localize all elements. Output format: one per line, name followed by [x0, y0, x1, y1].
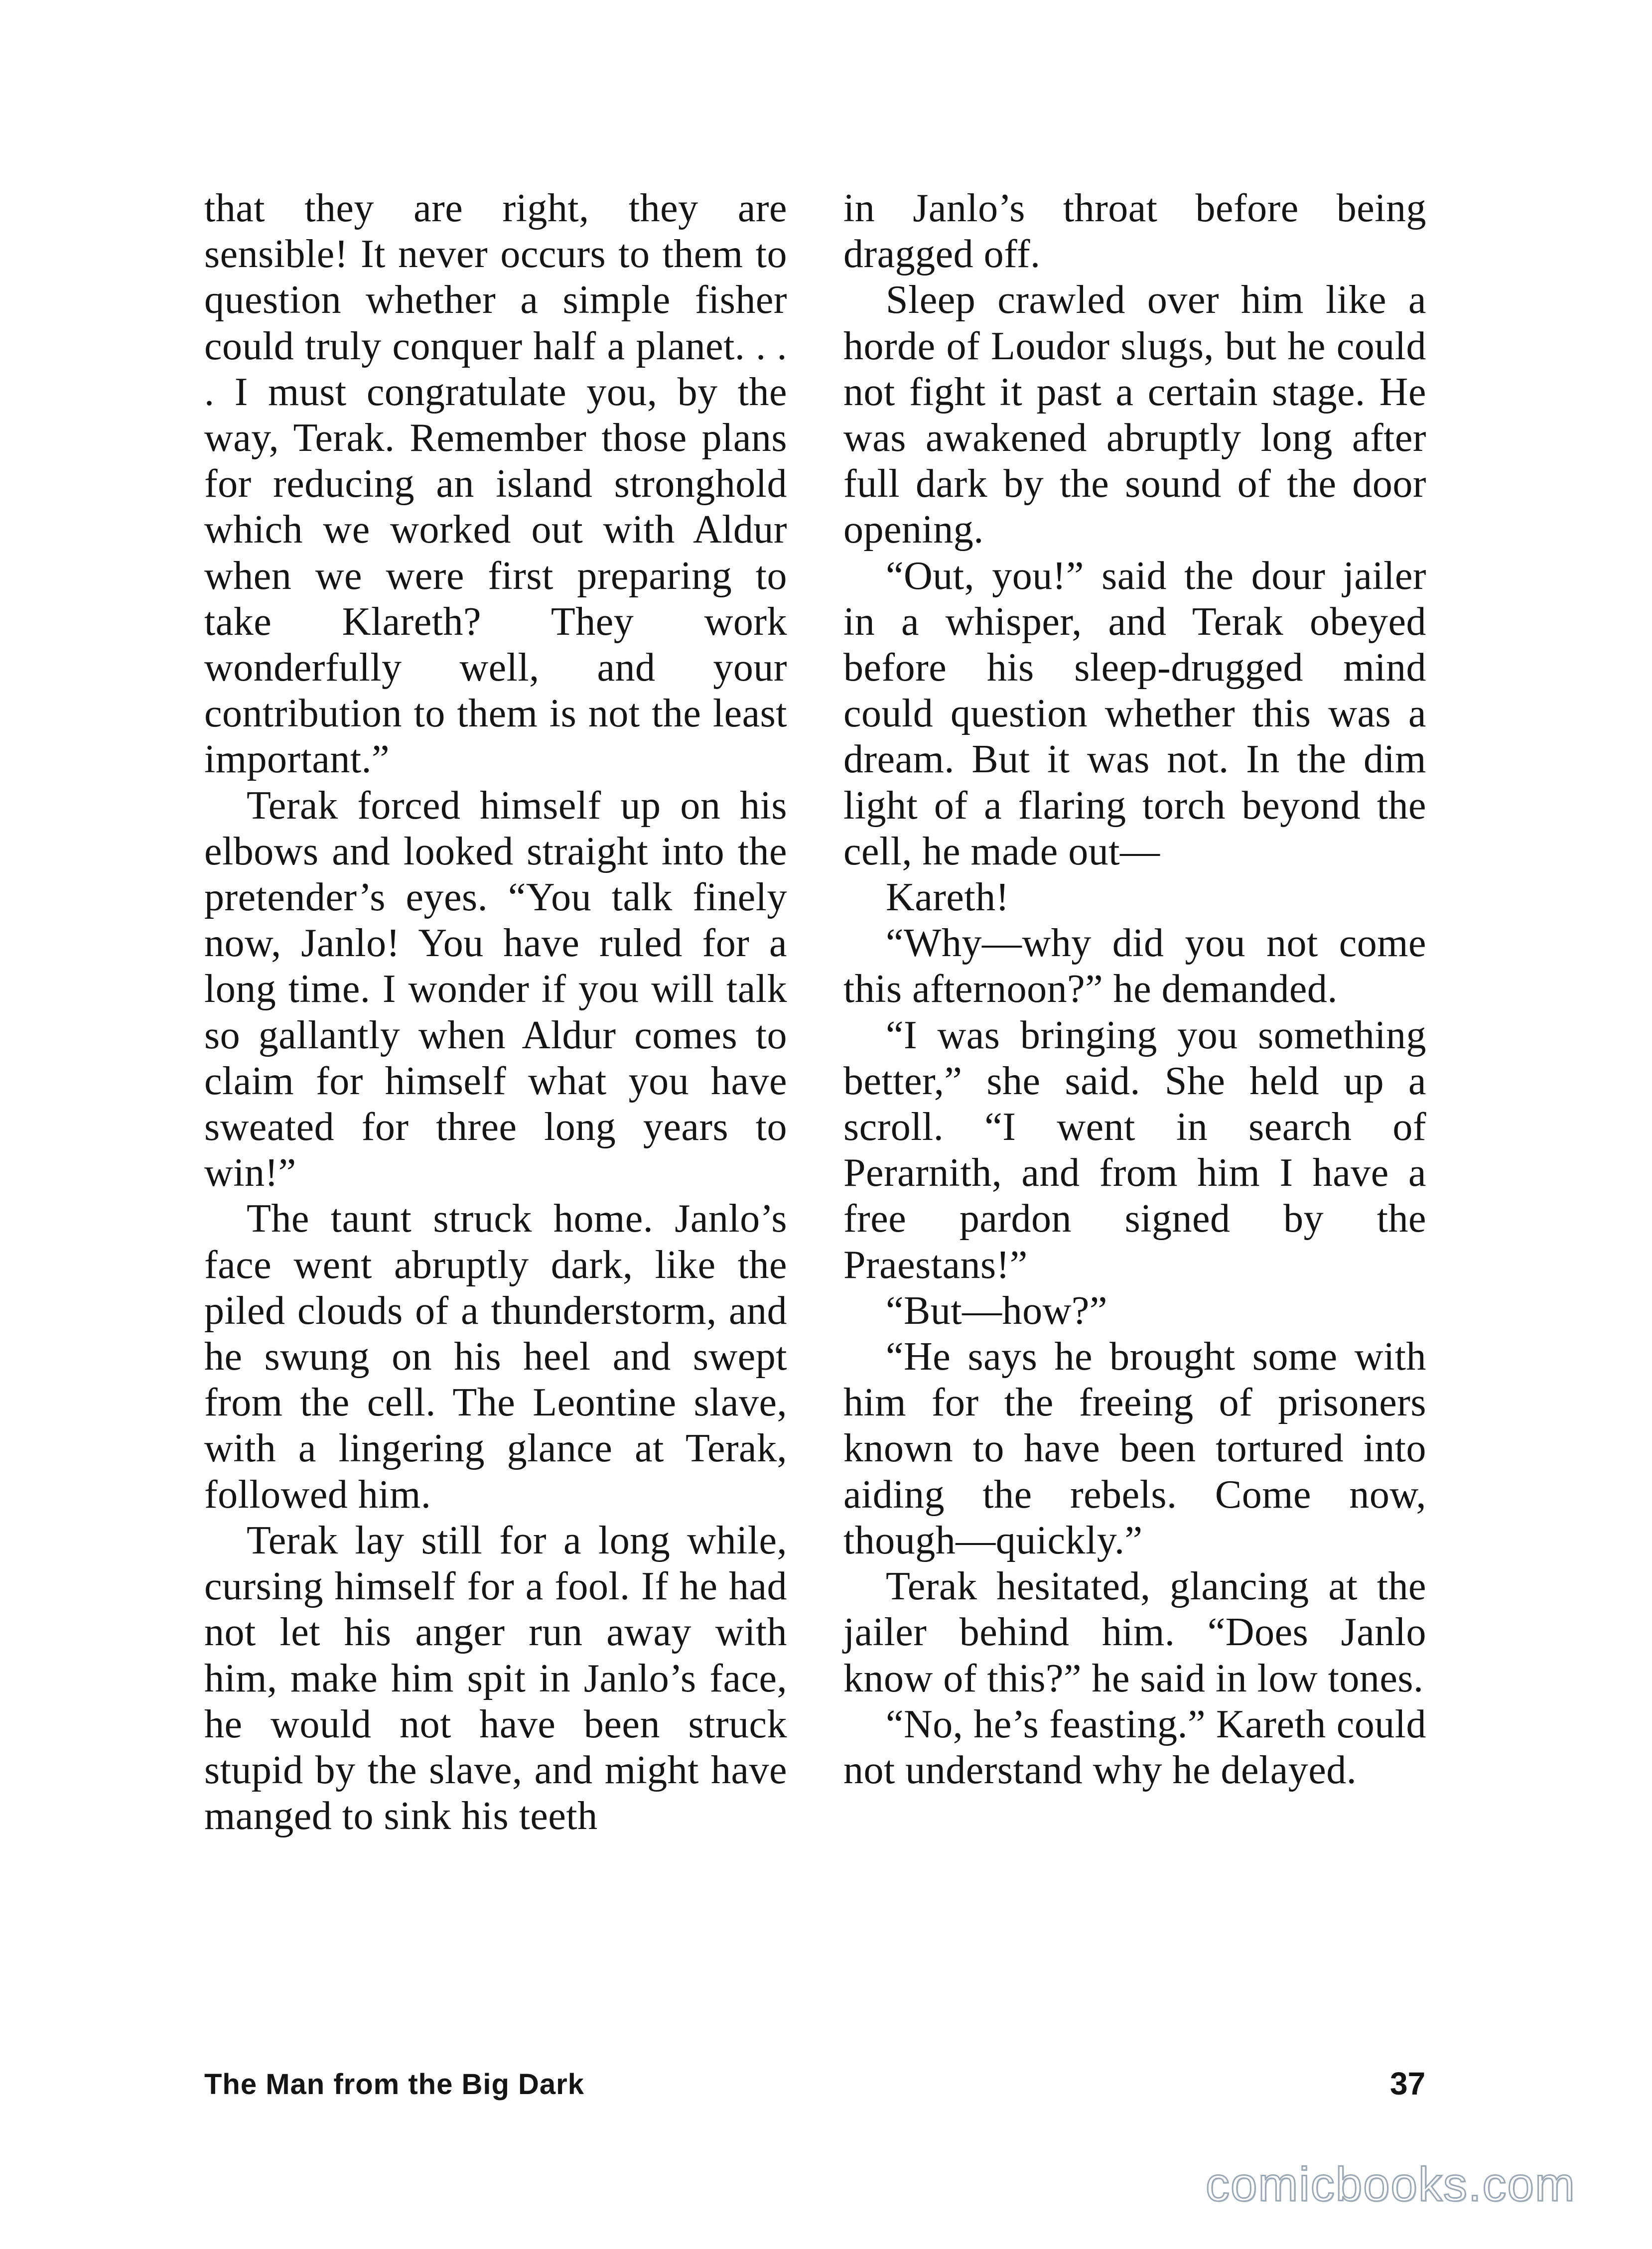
right-text-column: [843, 185, 1426, 1793]
paragraph: Sleep crawled over him like a horde of Loudor slugs, but he could not fight it past a certain stage. He was awakened abruptly long after full dark by the sound of the door opening.: [843, 278, 1426, 552]
paragraph: Terak lay still for a long while, cursing himself for a fool. If he had not let his anger run away with him, make him spit in Janlo’s face, he would not have been struck stupid by the slave, and might have manged to sink his teeth: [204, 1518, 787, 1838]
paragraph: “He says he brought some with him for the freeing of prisoners known to have been tortured into aiding the rebels. Come now, though—quickly.”: [843, 1335, 1426, 1562]
paragraph: Terak hesitated, glancing at the jailer behind him. “Does Janlo know of this?” he said in low tones.: [843, 1564, 1426, 1700]
paragraph: “Why—why did you not come this afternoon?” he demanded.: [843, 921, 1426, 1011]
paragraph: Terak forced himself up on his elbows and looked straight into the pretender’s eyes. “You talk finely now, Janlo! You have ruled for a long time. I wonder if you will talk so gallantly when Aldur comes to claim for himself what you have sweated for three long years to win!”: [204, 783, 787, 1195]
paragraph: Kareth!: [886, 875, 1009, 920]
watermark: comicbooks.com: [1206, 2158, 1576, 2211]
paragraph: The taunt struck home. Janlo’s face went abruptly dark, like the piled clouds of a thunderstorm, and he swung on his heel and swept from the cell. The Leontine slave, with a lingering glance at Terak, followed him.: [204, 1197, 787, 1517]
paragraph: “I was bringing you something better,” she said. She held up a scroll. “I went in search of Perarnith, and from him I have a free pardon signed by the Praestans!”: [843, 1013, 1426, 1287]
running-footer-title: The Man from the Big Dark: [204, 2068, 584, 2101]
paragraph: “No, he’s feasting.” Kareth could not understand why he delayed.: [843, 1702, 1426, 1792]
page-number: 37: [1390, 2066, 1426, 2102]
paragraph: “But—how?”: [886, 1288, 1107, 1333]
left-text-column: [204, 185, 787, 1839]
paragraph: “Out, you!” said the dour jailer in a whisper, and Terak obeyed before his sleep-drugged mind could question whether this was a dream. But it was not. In the dim light of a flaring torch beyond the cell, he made out—: [843, 554, 1426, 873]
paragraph: that they are right, they are sensible! It never occurs to them to question whether a simple fisher could truly conquer half a planet. . . . I must congratulate you, by the way, Terak. Remember those plans for reducing an island stronghold which we worked out with Aldur when we were first preparing to take Klareth? They work wonderfully well, and your contribution to them is not the least important.”: [204, 186, 787, 782]
paragraph: in Janlo’s throat before being dragged off.: [843, 186, 1426, 277]
